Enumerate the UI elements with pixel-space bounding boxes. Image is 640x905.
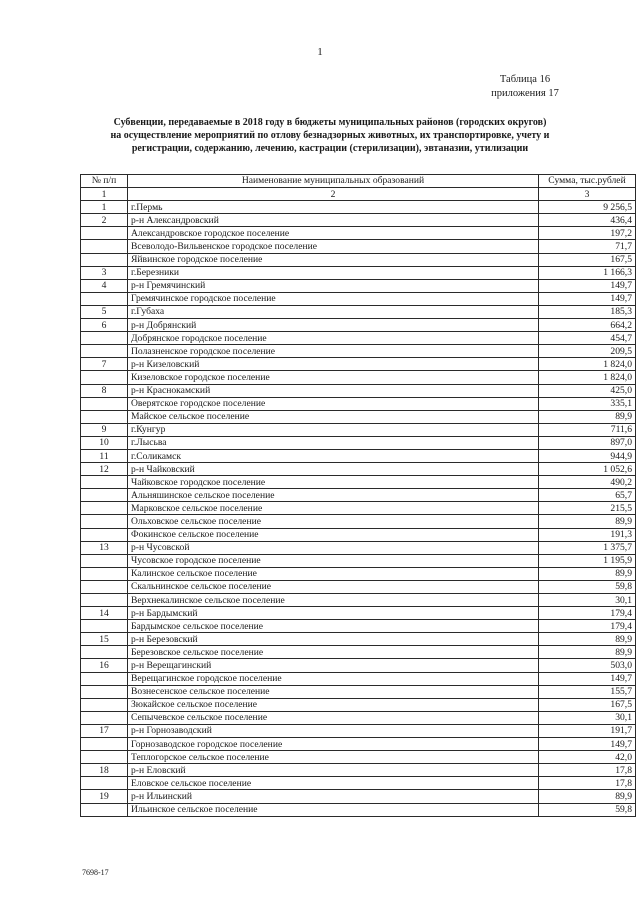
column-index-2: 2 <box>128 188 539 201</box>
row-sum: 490,2 <box>539 476 636 489</box>
row-sum: 155,7 <box>539 685 636 698</box>
row-num: 10 <box>81 436 128 449</box>
row-sum: 149,7 <box>539 672 636 685</box>
row-sum: 149,7 <box>539 738 636 751</box>
row-name: р-н Верещагинский <box>128 659 539 672</box>
table-row <box>81 541 636 554</box>
table-row <box>81 253 636 266</box>
row-num: 3 <box>81 266 128 279</box>
table-row <box>81 240 636 253</box>
row-name: Майское сельское поселение <box>128 410 539 423</box>
row-num: 14 <box>81 607 128 620</box>
row-name: Скальнинское сельское поселение <box>128 580 539 593</box>
row-name: Добрянское городское поселение <box>128 332 539 345</box>
row-sum: 30,1 <box>539 594 636 607</box>
row-num <box>81 580 128 593</box>
row-sum: 89,9 <box>539 646 636 659</box>
row-num <box>81 751 128 764</box>
row-num: 18 <box>81 764 128 777</box>
row-num: 9 <box>81 423 128 436</box>
table-row <box>81 803 636 816</box>
table-reference-line2: приложения 17 <box>491 88 559 99</box>
footer-code: 7698-17 <box>82 868 109 877</box>
table-row <box>81 397 636 410</box>
row-sum: 167,5 <box>539 253 636 266</box>
row-sum: 149,7 <box>539 279 636 292</box>
table-row <box>81 279 636 292</box>
row-num <box>81 397 128 410</box>
table-row <box>81 554 636 567</box>
row-name: Чайковское городское поселение <box>128 476 539 489</box>
document-title: Субвенции, передаваемые в 2018 году в бюджеты муниципальных районов (городских округов) на осуществление мероприятий по отлову безнадзорных животных, их транспортировке, учету и регистрации, содержанию, лечению, кастрации (стерилизации), эвтаназии, утилизации <box>110 117 550 154</box>
row-sum: 89,9 <box>539 633 636 646</box>
row-name: Кизеловское городское поселение <box>128 371 539 384</box>
row-name: Фокинское сельское поселение <box>128 528 539 541</box>
row-num <box>81 698 128 711</box>
row-num <box>81 227 128 240</box>
table-row <box>81 594 636 607</box>
table-row <box>81 620 636 633</box>
table-row <box>81 449 636 462</box>
table-row <box>81 580 636 593</box>
row-sum: 59,8 <box>539 803 636 816</box>
row-num <box>81 515 128 528</box>
table-row <box>81 672 636 685</box>
row-name: Полазненское городское поселение <box>128 345 539 358</box>
table-row <box>81 528 636 541</box>
row-sum: 89,9 <box>539 515 636 528</box>
row-num <box>81 567 128 580</box>
table-row <box>81 384 636 397</box>
row-sum: 711,6 <box>539 423 636 436</box>
row-sum: 167,5 <box>539 698 636 711</box>
row-sum: 436,4 <box>539 214 636 227</box>
table-row <box>81 698 636 711</box>
row-sum: 179,4 <box>539 620 636 633</box>
row-sum: 1 195,9 <box>539 554 636 567</box>
row-sum: 944,9 <box>539 449 636 462</box>
row-num: 4 <box>81 279 128 292</box>
row-num <box>81 345 128 358</box>
row-name: Оверятское городское поселение <box>128 397 539 410</box>
row-num <box>81 240 128 253</box>
row-sum: 17,8 <box>539 764 636 777</box>
row-num <box>81 594 128 607</box>
table-row <box>81 790 636 803</box>
row-name: р-н Чайковский <box>128 463 539 476</box>
row-num: 19 <box>81 790 128 803</box>
table-row <box>81 738 636 751</box>
table-row <box>81 266 636 279</box>
table-row <box>81 358 636 371</box>
row-name: р-н Кизеловский <box>128 358 539 371</box>
row-num: 8 <box>81 384 128 397</box>
row-name: Альняшинское сельское поселение <box>128 489 539 502</box>
table-reference <box>470 73 580 101</box>
row-num: 2 <box>81 214 128 227</box>
row-sum: 425,0 <box>539 384 636 397</box>
row-sum: 1 052,6 <box>539 463 636 476</box>
row-sum: 1 375,7 <box>539 541 636 554</box>
row-num <box>81 489 128 502</box>
row-num <box>81 253 128 266</box>
row-sum: 71,7 <box>539 240 636 253</box>
row-sum: 89,9 <box>539 410 636 423</box>
row-sum: 42,0 <box>539 751 636 764</box>
row-sum: 503,0 <box>539 659 636 672</box>
row-name: Сепычевское сельское поселение <box>128 711 539 724</box>
row-num <box>81 502 128 515</box>
row-num: 1 <box>81 201 128 214</box>
row-num <box>81 711 128 724</box>
row-name: р-н Горнозаводский <box>128 724 539 737</box>
row-name: г.Лысьва <box>128 436 539 449</box>
row-sum: 1 166,3 <box>539 266 636 279</box>
row-name: Калинское сельское поселение <box>128 567 539 580</box>
row-name: р-н Добрянский <box>128 319 539 332</box>
table-row <box>81 515 636 528</box>
row-num: 16 <box>81 659 128 672</box>
row-name: Ильинское сельское поселение <box>128 803 539 816</box>
row-sum: 897,0 <box>539 436 636 449</box>
row-name: р-н Ильинский <box>128 790 539 803</box>
row-num <box>81 528 128 541</box>
row-name: г.Пермь <box>128 201 539 214</box>
row-name: Зюкайское сельское поселение <box>128 698 539 711</box>
row-num <box>81 672 128 685</box>
row-num: 17 <box>81 724 128 737</box>
column-index-1: 1 <box>81 188 128 201</box>
column-index-3: 3 <box>539 188 636 201</box>
row-name: г.Кунгур <box>128 423 539 436</box>
row-name: Теплогорское сельское поселение <box>128 751 539 764</box>
row-name: Марковское сельское поселение <box>128 502 539 515</box>
row-num: 15 <box>81 633 128 646</box>
row-num <box>81 332 128 345</box>
row-num: 7 <box>81 358 128 371</box>
table-header-row <box>81 175 636 188</box>
row-num <box>81 738 128 751</box>
table-row <box>81 646 636 659</box>
row-name: Горнозаводское городское поселение <box>128 738 539 751</box>
header-num: № п/п <box>81 175 128 188</box>
row-sum: 89,9 <box>539 790 636 803</box>
table-row <box>81 410 636 423</box>
table-row <box>81 436 636 449</box>
table-row <box>81 463 636 476</box>
row-name: г.Соликамск <box>128 449 539 462</box>
row-sum: 17,8 <box>539 777 636 790</box>
row-num: 6 <box>81 319 128 332</box>
header-name: Наименование муниципальных образований <box>128 175 539 188</box>
row-num: 13 <box>81 541 128 554</box>
table-row <box>81 476 636 489</box>
subsidy-table <box>80 174 636 817</box>
row-sum: 191,3 <box>539 528 636 541</box>
row-sum: 179,4 <box>539 607 636 620</box>
row-sum: 664,2 <box>539 319 636 332</box>
row-sum: 185,3 <box>539 305 636 318</box>
row-num <box>81 777 128 790</box>
row-sum: 89,9 <box>539 567 636 580</box>
row-sum: 335,1 <box>539 397 636 410</box>
table-row <box>81 305 636 318</box>
table-row <box>81 633 636 646</box>
row-num: 12 <box>81 463 128 476</box>
row-num <box>81 620 128 633</box>
row-name: г.Губаха <box>128 305 539 318</box>
row-sum: 9 256,5 <box>539 201 636 214</box>
row-name: Верхнекалинское сельское поселение <box>128 594 539 607</box>
row-name: р-н Александровский <box>128 214 539 227</box>
row-name: Ольховское сельское поселение <box>128 515 539 528</box>
row-sum: 454,7 <box>539 332 636 345</box>
row-name: Гремячинское городское поселение <box>128 292 539 305</box>
row-name: р-н Краснокамский <box>128 384 539 397</box>
row-name: р-н Гремячинский <box>128 279 539 292</box>
table-row <box>81 607 636 620</box>
row-name: р-н Еловский <box>128 764 539 777</box>
table-row <box>81 764 636 777</box>
table-row <box>81 777 636 790</box>
row-name: р-н Чусовской <box>128 541 539 554</box>
row-num: 5 <box>81 305 128 318</box>
row-num: 11 <box>81 449 128 462</box>
row-name: Чусовское городское поселение <box>128 554 539 567</box>
table-row <box>81 423 636 436</box>
row-num <box>81 476 128 489</box>
table-row <box>81 685 636 698</box>
row-sum: 215,5 <box>539 502 636 515</box>
row-num <box>81 292 128 305</box>
row-sum: 197,2 <box>539 227 636 240</box>
row-name: Всеволодо-Вильвенское городское поселение <box>128 240 539 253</box>
row-name: Еловское сельское поселение <box>128 777 539 790</box>
table-row <box>81 489 636 502</box>
table-row <box>81 567 636 580</box>
table-row <box>81 724 636 737</box>
row-num <box>81 410 128 423</box>
table-row <box>81 751 636 764</box>
table-row <box>81 227 636 240</box>
row-num <box>81 646 128 659</box>
row-name: Бардымское сельское поселение <box>128 620 539 633</box>
row-name: г.Березники <box>128 266 539 279</box>
header-sum: Сумма, тыс.рублей <box>539 175 636 188</box>
row-sum: 30,1 <box>539 711 636 724</box>
row-name: р-н Березовский <box>128 633 539 646</box>
row-name: Яйвинское городское поселение <box>128 253 539 266</box>
table-row <box>81 214 636 227</box>
table-row <box>81 371 636 384</box>
row-name: Александровское городское поселение <box>128 227 539 240</box>
row-sum: 191,7 <box>539 724 636 737</box>
row-name: Верещагинское городское поселение <box>128 672 539 685</box>
row-num <box>81 685 128 698</box>
table-row <box>81 659 636 672</box>
row-num <box>81 803 128 816</box>
table-body <box>81 201 636 816</box>
row-sum: 1 824,0 <box>539 371 636 384</box>
page-number: 1 <box>317 46 323 58</box>
row-sum: 149,7 <box>539 292 636 305</box>
column-index-row <box>81 188 636 201</box>
row-sum: 65,7 <box>539 489 636 502</box>
table-row <box>81 319 636 332</box>
row-num <box>81 371 128 384</box>
row-sum: 1 824,0 <box>539 358 636 371</box>
row-name: р-н Бардымский <box>128 607 539 620</box>
table-row <box>81 292 636 305</box>
table-reference-line1: Таблица 16 <box>499 74 551 85</box>
row-sum: 209,5 <box>539 345 636 358</box>
row-sum: 59,8 <box>539 580 636 593</box>
table-row <box>81 201 636 214</box>
table-row <box>81 345 636 358</box>
row-name: Вознесенское сельское поселение <box>128 685 539 698</box>
table-row <box>81 332 636 345</box>
row-name: Березовское сельское поселение <box>128 646 539 659</box>
row-num <box>81 554 128 567</box>
table-row <box>81 711 636 724</box>
table-row <box>81 502 636 515</box>
